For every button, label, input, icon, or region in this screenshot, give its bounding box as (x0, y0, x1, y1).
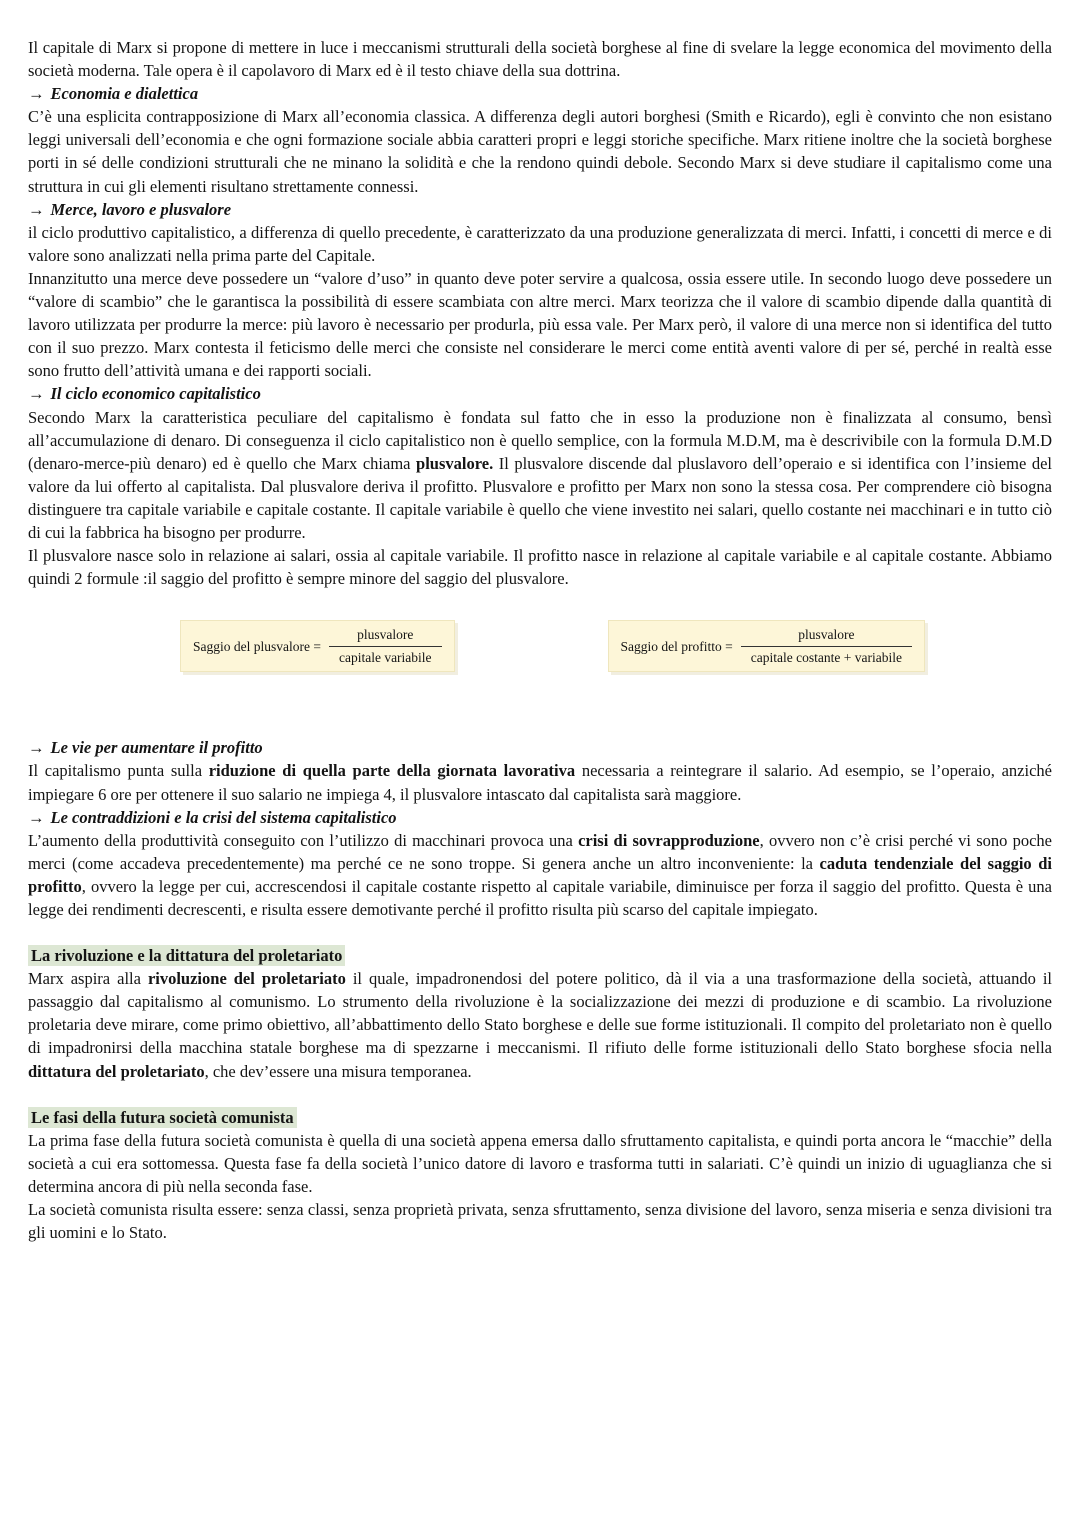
section-heading (28, 82, 1052, 105)
text-run: il ciclo produttivo capitalistico, a differenza di quello precedente, è caratterizzato da una produzione generalizzata di merci. Infatti, i concetti di merce e di valore sono analizzati nella prima parte del Capitale. (28, 222, 1052, 265)
text-run: Innanzitutto una merce deve possedere un “valore d’uso” in quanto deve poter servire a qualcosa, ossia essere utile. In secondo luogo deve possedere un “valore di scambio” che le garantisca la possibilità di essere scambiata con altre merci. Marx teorizza che il valore di scambio dipende dalla quantità di lavoro utilizzata per produrre la merce: più lavoro è necessario per produrla, più essa vale. Per Marx però, il valore di una merce non si identifica del tutto con il suo prezzo. Marx contesta il feticismo delle merci che consiste nel considerare le merci come entità aventi valore di per sé, perché in realtà esse sono frutto dell’attività umana e dei rapporti sociali. (28, 268, 1052, 381)
text-run: , che dev’essere una misura temporanea. (204, 1061, 472, 1081)
fraction-denominator: capitale costante + variabile (741, 646, 912, 667)
section-heading-label: Le vie per aumentare il profitto (50, 738, 263, 758)
formula-box-saggio-del-profitto (608, 620, 925, 672)
paragraph (28, 829, 1052, 921)
paragraph (28, 105, 1052, 197)
section-heading-label: Il ciclo economico capitalistico (50, 384, 261, 404)
formula-fraction (741, 626, 912, 666)
bold-text: riduzione di quella parte della giornata lavorativa (208, 761, 576, 781)
bold-text: crisi di sovrapproduzione (578, 830, 760, 850)
arrow-icon: → (28, 199, 45, 219)
arrow-icon: → (28, 807, 45, 827)
highlighted-heading (28, 1106, 1052, 1129)
section-heading (28, 198, 1052, 221)
section-heading-label: Merce, lavoro e plusvalore (50, 199, 232, 219)
formula-box-saggio-del-plusvalore (180, 620, 455, 672)
paragraph (28, 1129, 1052, 1198)
text-run: , ovvero non c’è crisi perché vi sono poche merci (come accadeva precedentemente) ma perché ce ne sono troppe. Si genera anche un altro inconveniente: la (28, 830, 1052, 873)
bold-text: rivoluzione del proletariato (147, 969, 346, 989)
paragraph (28, 406, 1052, 545)
text-run: Il capitale di Marx si propone di mettere in luce i meccanismi strutturali della società borghese al fine di svelare la legge economica del movimento della società moderna. Tale opera è il capolavoro di Marx ed è il testo chiave della sua dottrina. (28, 38, 1052, 81)
text-run: Marx aspira alla (28, 969, 148, 989)
text-run: necessaria a reintegrare il salario. Ad esempio, se l’operaio, anziché impiegare 6 ore per ottenere il suo salario ne impiega 4, il plusvalore intascato dal capitalista sarà maggiore. (28, 761, 1052, 804)
highlighted-heading (28, 944, 1052, 967)
paragraph (28, 1198, 1052, 1244)
formula-label: Saggio del plusvalore = (193, 638, 321, 654)
paragraph (28, 759, 1052, 805)
bold-text: caduta tendenziale del saggio di profitto (28, 853, 1052, 896)
section-heading-label: Economia e dialettica (50, 84, 199, 104)
text-run: Il capitalismo punta sulla (28, 761, 209, 781)
formula-label: Saggio del profitto = (620, 638, 733, 654)
highlighted-heading-label: Le fasi della futura società comunista (28, 1107, 297, 1128)
bold-text: plusvalore. (416, 453, 494, 473)
text-run: Il plusvalore nasce solo in relazione ai salari, ossia al capitale variabile. Il profitto nasce in relazione al capitale variabile e al capitale costante. Abbiamo quindi 2 formule :il saggio del profitto è sempre minore del saggio del plusvalore. (28, 546, 1052, 589)
arrow-icon: → (28, 84, 45, 104)
text-run: La prima fase della futura società comunista è quella di una società appena emersa dallo sfruttamento capitalista, e quindi porta ancora le “macchie” della società a cui era sottomessa. Questa fase fa della società l’unico datore di lavoro e trasforma tutti in salariati. C’è quindi un inizio di uguaglianza che si determina ancora di più nella seconda fase. (28, 1130, 1052, 1196)
formula-row (28, 620, 1052, 672)
fraction-numerator: plusvalore (357, 627, 414, 643)
paragraph (28, 36, 1052, 82)
paragraph (28, 221, 1052, 267)
section-heading-label: Le contraddizioni e la crisi del sistema capitalistico (50, 807, 397, 827)
text-run: Secondo Marx la caratteristica peculiare del capitalismo è fondata sul fatto che in esso la produzione non è finalizzata al consumo, bensì all’accumulazione di denaro. Di conseguenza il ciclo capitalistico non è quello semplice, con la formula M.D.M, ma è descrivibile con la formula D.M.D (denaro-merce-più denaro) ed è quello che Marx chiama (28, 407, 1052, 473)
text-run: il quale, impadronendosi del potere politico, dà il via a una trasformazione della società, attuando il passaggio dal capitalismo al comunismo. Lo strumento della rivoluzione è la socializzazione dei mezzi di produzione e di scambio. La rivoluzione proletaria deve mirare, come primo obiettivo, all’abbattimento dello Stato borghese e delle sue forme istituzionali. Il compito del proletariato non è quello di impadronirsi della macchina statale borghese ma di spezzarne i meccanismi. Il rifiuto delle forme istituzionali dello Stato borghese sfocia nella (28, 969, 1052, 1058)
arrow-icon: → (28, 738, 45, 758)
text-run: Il plusvalore discende dal pluslavoro dell’operaio e si identifica con l’insieme del valore da lui offerto al capitalista. Dal plusvalore deriva il profitto. Plusvalore e profitto per Marx non sono la stessa cosa. Per comprendere ciò bisogna distinguere tra capitale variabile e capitale costante. Il capitale variabile è quello che viene investito nei salari, quello costante nei macchinari e in tutto ciò di cui la fabbrica ha bisogno per produrre. (28, 453, 1053, 542)
text-run: , ovvero la legge per cui, accrescendosi il capitale costante rispetto al capitale variabile, diminuisce per forza il saggio del profitto. Questa è una legge dei rendimenti decrescenti, e risulta essere demotivante perché il profitto risulta più scarso del capitale impiegato. (28, 876, 1052, 919)
paragraph (28, 544, 1052, 590)
formula-fraction (329, 626, 442, 666)
section-heading (28, 806, 1052, 829)
text-run: La società comunista risulta essere: senza classi, senza proprietà privata, senza sfruttamento, senza divisione del lavoro, senza miseria e senza divisioni tra gli uomini e lo Stato. (28, 1200, 1052, 1243)
fraction-numerator: plusvalore (798, 627, 855, 643)
arrow-icon: → (28, 384, 45, 404)
paragraph (28, 267, 1052, 382)
fraction-denominator: capitale variabile (329, 646, 442, 667)
text-run: C’è una esplicita contrapposizione di Marx all’economia classica. A differenza degli autori borghesi (Smith e Ricardo), egli è convinto che non esistano leggi universali dell’economia e che ogni formazione sociale abbia caratteri propri e leggi storiche specifiche. Marx ritiene inoltre che la società borghese porti in sé delle condizioni strutturali che ne minano la solidità e che la rendono quindi debole. Secondo Marx si deve studiare il capitalismo come una struttura in cui gli elementi risultano strettamente connessi. (28, 107, 1052, 196)
section-heading (28, 736, 1052, 759)
bold-text: dittatura del proletariato (28, 1061, 205, 1081)
paragraph (28, 967, 1052, 1082)
text-run: L’aumento della produttività conseguito con l’utilizzo di macchinari provoca una (28, 830, 579, 850)
section-heading (28, 382, 1052, 405)
highlighted-heading-label: La rivoluzione e la dittatura del proletariato (28, 945, 345, 966)
